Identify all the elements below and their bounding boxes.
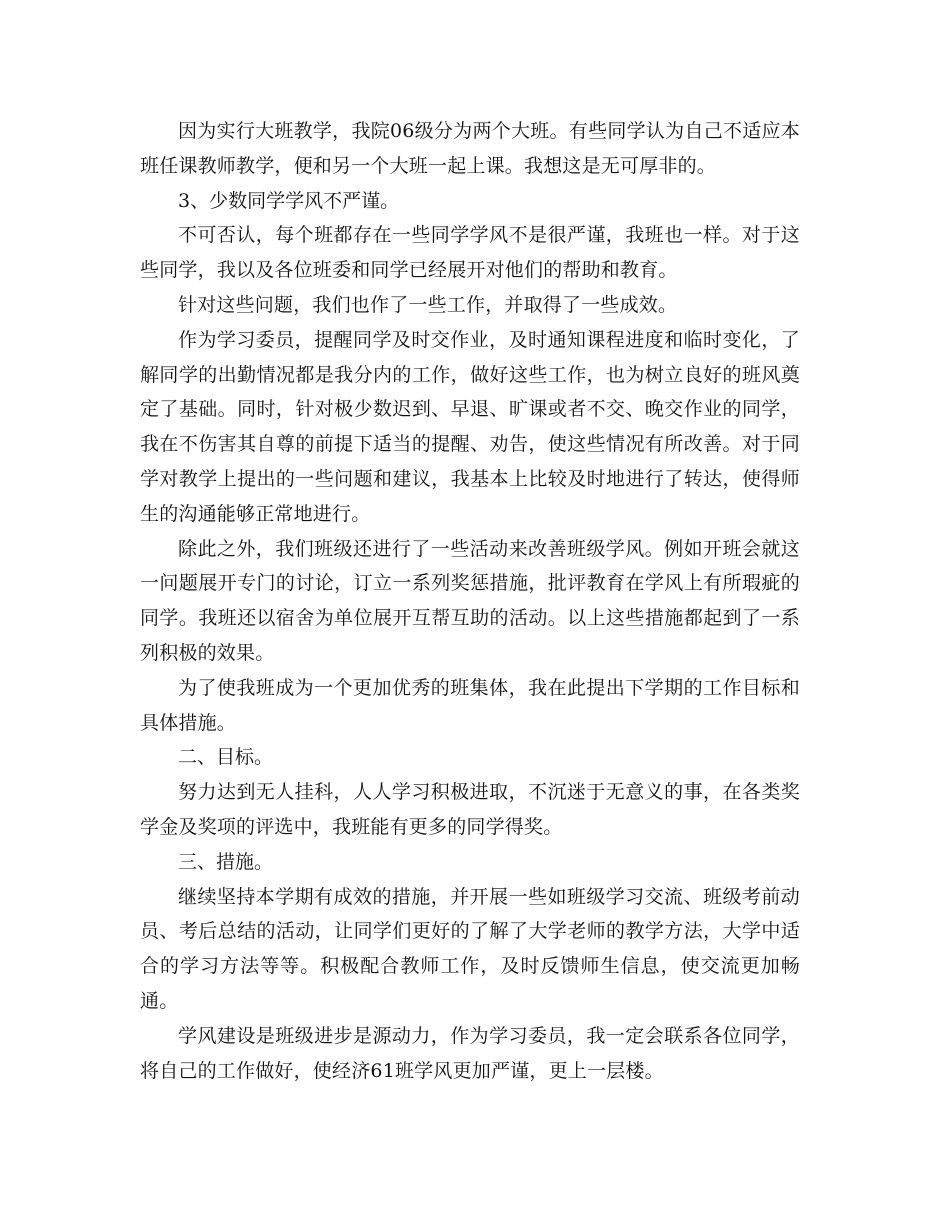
paragraph-next-term: 为了使我班成为一个更加优秀的班集体，我在此提出下学期的工作目标和具体措施。 [140,676,800,734]
section-heading-goals: 二、目标。 [178,746,274,769]
paragraph-conclusion: 学风建设是班级进步是源动力，作为学习委员，我一定会联系各位同学，将自己的工作做好，使经济61班学风更加严谨，更上一层楼。 [140,1024,800,1082]
paragraph-undeniable: 不可否认，每个班都存在一些同学学风不是很严谨，我班也一样。对于这些同学，我以及各位班委和同学已经展开对他们的帮助和教育。 [140,224,800,282]
paragraph-activities: 除此之外，我们班级还进行了一些活动来改善班级学风。例如开班会就这一问题展开专门的讨论，订立一系列奖惩措施，批评教育在学风上有所瑕疵的同学。我班还以宿舍为单位展开互帮互助的活动。以上这些措施都起到了一系列积极的效果。 [140,537,800,664]
subheading-study-style: 3、少数同学学风不严谨。 [178,189,400,212]
paragraph-class-split: 因为实行大班教学，我院06级分为两个大班。有些同学认为自己不适应本班任课教师教学，便和另一个大班一起上课。我想这是无可厚非的。 [140,120,800,177]
paragraph-committee-duties: 作为学习委员，提醒同学及时交作业，及时通知课程进度和临时变化，了解同学的出勤情况都是我分内的工作，做好这些工作，也为树立良好的班风奠定了基础。同时，针对极少数迟到、早退、旷课或者不交、晚交作业的同学，我在不伤害其自尊的前提下适当的提醒、劝告，使这些情况有所改善。对于同学对教学上提出的一些问题和建议，我基本上比较及时地进行了转达，使得师生的沟通能够正常地进行。 [140,328,800,525]
paragraph-work-done: 针对这些问题，我们也作了一些工作，并取得了一些成效。 [178,293,678,316]
section-heading-measures: 三、措施。 [178,850,274,873]
paragraph-measures: 继续坚持本学期有成效的措施，并开展一些如班级学习交流、班级考前动员、考后总结的活动，让同学们更好的了解了大学老师的教学方法，大学中适合的学习方法等等。积极配合教师工作，及时反馈师生信息，使交流更加畅通。 [140,885,800,1012]
paragraph-goals: 努力达到无人挂科，人人学习积极进取，不沉迷于无意义的事，在各类奖学金及奖项的评选中，我班能有更多的同学得奖。 [140,781,800,838]
